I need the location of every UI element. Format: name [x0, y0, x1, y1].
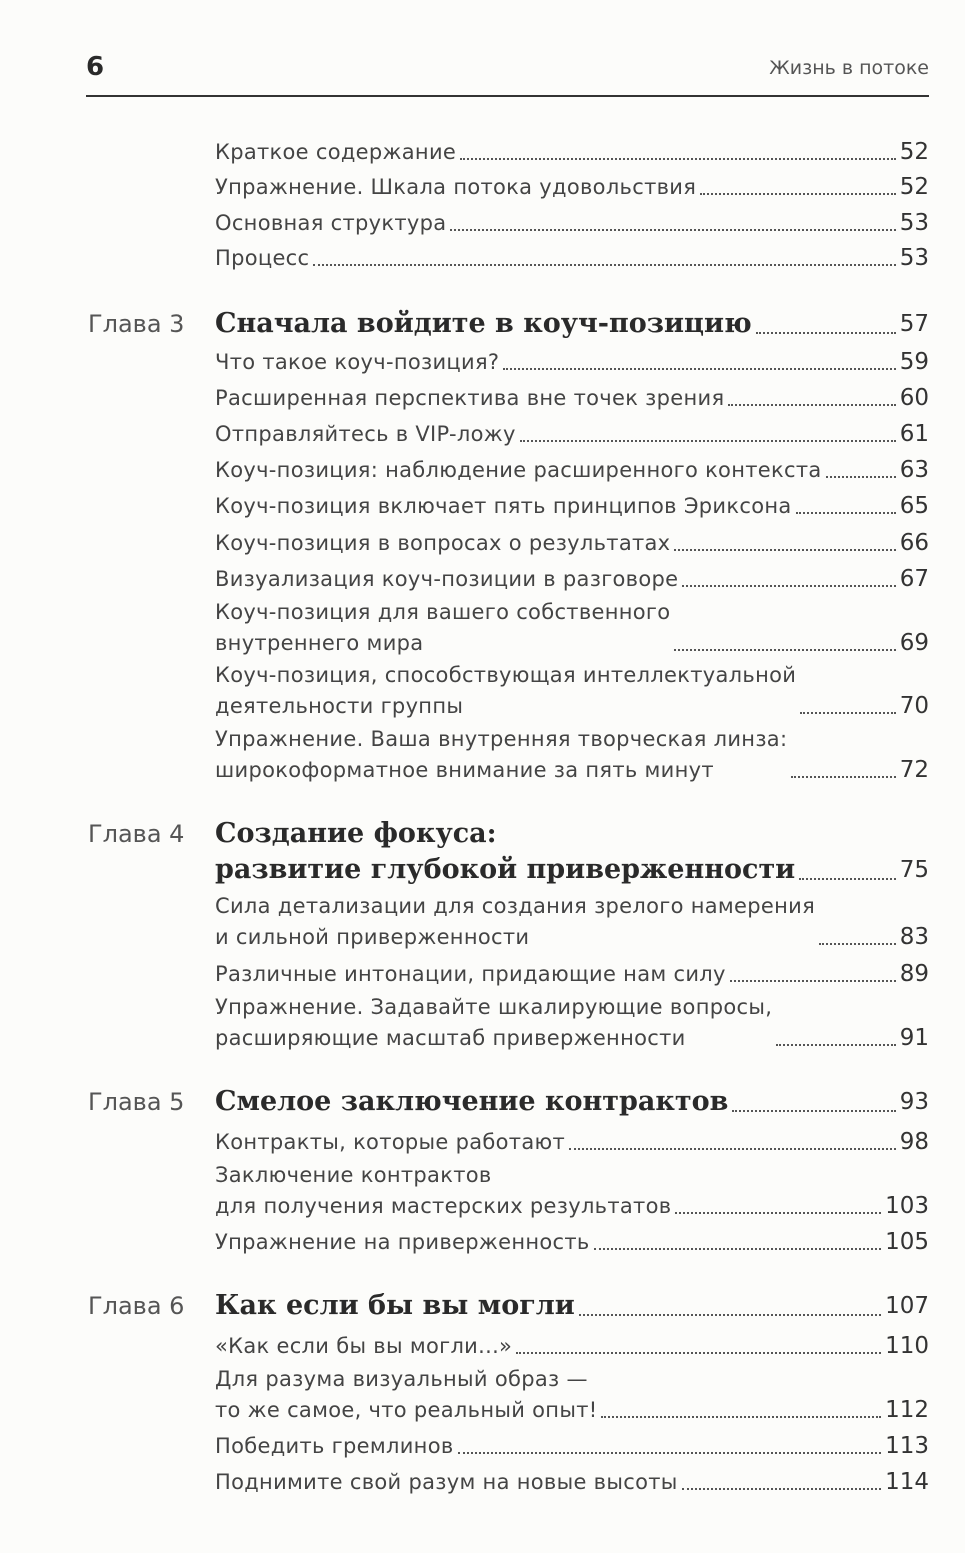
- entry-page-number: 75: [899, 857, 929, 883]
- entry-page-number: 107: [885, 1293, 929, 1319]
- entry-title-line: для получения мастерских результатов: [215, 1194, 672, 1218]
- dot-leader: [503, 368, 895, 370]
- entry-title-line: деятельности группы: [215, 694, 464, 718]
- entry-title-line: Упражнение. Ваша внутренняя творческая линза:: [215, 727, 788, 751]
- entry-page-number: 93: [899, 1089, 929, 1115]
- header-rule: [86, 95, 929, 97]
- entry-title-line: то же самое, что реальный опыт!: [215, 1398, 598, 1422]
- entry-title: [215, 660, 796, 722]
- entry-title-line: Коуч-позиция для вашего собственного: [215, 600, 671, 624]
- page-number: 6: [86, 52, 105, 82]
- dot-leader: [819, 943, 896, 945]
- entry-title-line: Отправляйтесь в VIP-ложу: [215, 422, 516, 446]
- chapter-entry: [215, 816, 929, 888]
- dot-leader: [675, 1212, 881, 1214]
- dot-leader: [460, 158, 896, 160]
- toc-entry: [215, 891, 929, 953]
- entry-title-line: Краткое содержание: [215, 140, 457, 164]
- toc-entry: [215, 491, 929, 522]
- entry-title-line: и сильной приверженности: [215, 925, 530, 949]
- entry-title: [215, 137, 456, 168]
- entry-page-number: 98: [899, 1129, 929, 1155]
- dot-leader: [313, 264, 895, 266]
- dot-leader: [450, 229, 895, 231]
- dot-leader: [674, 649, 895, 651]
- dot-leader: [458, 1452, 882, 1454]
- dot-leader: [594, 1248, 882, 1250]
- entry-page-number: 60: [899, 385, 929, 411]
- entry-title: [215, 1127, 565, 1158]
- entry-page-number: 91: [899, 1025, 929, 1051]
- dot-leader: [756, 332, 896, 334]
- entry-page-number: 59: [899, 349, 929, 375]
- entry-title-line: Смелое заключение контрактов: [215, 1086, 729, 1117]
- entry-title-line: Поднимите свой разум на новые высоты: [215, 1470, 678, 1494]
- toc-entry: [215, 1364, 929, 1426]
- entry-page-number: 110: [885, 1333, 929, 1359]
- entry-page-number: 67: [899, 566, 929, 592]
- entry-title: [215, 564, 678, 595]
- entry-title-line: Коуч-позиция: наблюдение расширенного контекста: [215, 458, 822, 482]
- entry-title-line: Заключение контрактов: [215, 1163, 492, 1187]
- entry-page-number: 66: [899, 530, 929, 556]
- entry-title: [215, 383, 724, 414]
- dot-leader: [700, 193, 896, 195]
- entry-page-number: 105: [885, 1229, 929, 1255]
- entry-title-line: широкоформатное внимание за пять минут: [215, 758, 714, 782]
- dot-leader: [569, 1148, 896, 1150]
- entry-page-number: 89: [899, 961, 929, 987]
- entry-page-number: 53: [899, 245, 929, 271]
- entry-title: [215, 419, 516, 450]
- dot-leader: [732, 1110, 895, 1112]
- entry-page-number: 112: [885, 1397, 929, 1423]
- chapter-label: Глава 4: [88, 820, 185, 848]
- toc-entry: [215, 1331, 929, 1362]
- entry-title: [215, 208, 446, 239]
- entry-title-line: Что такое коуч-позиция?: [215, 350, 500, 374]
- entry-title: [215, 1331, 512, 1362]
- toc-entry: [215, 528, 929, 559]
- entry-page-number: 53: [899, 210, 929, 236]
- entry-title: [215, 455, 822, 486]
- entry-page-number: 52: [899, 174, 929, 200]
- entry-page-number: 72: [899, 757, 929, 783]
- dot-leader: [682, 1488, 881, 1490]
- toc-entry: [215, 419, 929, 450]
- toc-entry: [215, 564, 929, 595]
- entry-title-line: Расширенная перспектива вне точек зрения: [215, 386, 725, 410]
- toc-entry: [215, 243, 929, 274]
- entry-title: [215, 1227, 590, 1258]
- entry-title-line: Как если бы вы могли: [215, 1290, 575, 1321]
- entry-title: [215, 243, 309, 274]
- entry-page-number: 63: [899, 457, 929, 483]
- dot-leader: [800, 712, 896, 714]
- dot-leader: [799, 878, 896, 880]
- entry-title: [215, 1160, 671, 1222]
- entry-title: [215, 816, 795, 888]
- toc-entry: [215, 383, 929, 414]
- entry-title-line: Коуч-позиция включает пять принципов Эриксона: [215, 494, 792, 518]
- toc-entry: [215, 1431, 929, 1462]
- entry-title-line: Упражнение. Шкала потока удовольствия: [215, 175, 697, 199]
- entry-title-line: Коуч-позиция, способствующая интеллектуальной: [215, 663, 797, 687]
- toc-entry: [215, 1127, 929, 1158]
- entry-title-line: Сначала войдите в коуч-позицию: [215, 308, 752, 339]
- toc-entry: [215, 137, 929, 168]
- entry-title: [215, 724, 787, 786]
- entry-title: [215, 306, 752, 342]
- entry-title: [215, 1084, 728, 1120]
- entry-title: [215, 597, 670, 659]
- entry-title-line: развитие глубокой приверженности: [215, 854, 796, 885]
- entry-title-line: Визуализация коуч-позиции в разговоре: [215, 567, 679, 591]
- entry-title-line: Процесс: [215, 246, 310, 270]
- entry-page-number: 70: [899, 693, 929, 719]
- dot-leader: [728, 404, 895, 406]
- entry-title-line: расширяющие масштаб приверженности: [215, 1026, 686, 1050]
- entry-title: [215, 891, 815, 953]
- entry-title: [215, 528, 670, 559]
- toc-entry: [215, 1227, 929, 1258]
- entry-page-number: 83: [899, 924, 929, 950]
- entry-title-line: Победить гремлинов: [215, 1434, 454, 1458]
- toc-entry: [215, 992, 929, 1054]
- dot-leader: [791, 776, 895, 778]
- chapter-label: Глава 3: [88, 310, 185, 338]
- entry-title-line: внутреннего мира: [215, 631, 424, 655]
- entry-page-number: 52: [899, 139, 929, 165]
- entry-page-number: 113: [885, 1433, 929, 1459]
- entry-page-number: 65: [899, 493, 929, 519]
- toc-entry: [215, 724, 929, 786]
- dot-leader: [826, 476, 896, 478]
- chapter-entry: [215, 1288, 929, 1324]
- toc-entry: [215, 597, 929, 659]
- dot-leader: [579, 1314, 881, 1316]
- entry-title: [215, 1288, 575, 1324]
- toc-entry: [215, 660, 929, 722]
- entry-title: [215, 491, 792, 522]
- toc-entry: [215, 959, 929, 990]
- dot-leader: [776, 1044, 896, 1046]
- entry-title-line: Основная структура: [215, 211, 447, 235]
- dot-leader: [520, 440, 896, 442]
- dot-leader: [730, 980, 896, 982]
- entry-title-line: Различные интонации, придающие нам силу: [215, 962, 726, 986]
- entry-title-line: Коуч-позиция в вопросах о результатах: [215, 531, 671, 555]
- dot-leader: [601, 1416, 881, 1418]
- dot-leader: [516, 1352, 881, 1354]
- entry-title-line: Упражнение на приверженность: [215, 1230, 590, 1254]
- dot-leader: [682, 585, 895, 587]
- dot-leader: [796, 512, 896, 514]
- chapter-label: Глава 5: [88, 1088, 185, 1116]
- entry-title: [215, 1364, 597, 1426]
- entry-title-line: Сила детализации для создания зрелого намерения: [215, 894, 816, 918]
- chapter-entry: [215, 1084, 929, 1120]
- toc-entry: [215, 208, 929, 239]
- running-head: Жизнь в потоке: [769, 57, 929, 79]
- entry-title: [215, 172, 696, 203]
- entry-title: [215, 1431, 454, 1462]
- toc-entry: [215, 455, 929, 486]
- chapter-entry: [215, 306, 929, 342]
- entry-title-line: Упражнение. Задавайте шкалирующие вопросы,: [215, 995, 773, 1019]
- toc-entry: [215, 1467, 929, 1498]
- toc-entry: [215, 347, 929, 378]
- toc-entry: [215, 1160, 929, 1222]
- entry-title-line: «Как если бы вы могли...»: [215, 1334, 513, 1358]
- entry-page-number: 103: [885, 1193, 929, 1219]
- entry-title-line: Для разума визуальный образ —: [215, 1367, 588, 1391]
- entry-title: [215, 992, 772, 1054]
- entry-page-number: 114: [885, 1469, 929, 1495]
- dot-leader: [674, 549, 895, 551]
- entry-page-number: 61: [899, 421, 929, 447]
- entry-title: [215, 959, 726, 990]
- entry-title: [215, 1467, 678, 1498]
- entry-title-line: Создание фокуса:: [215, 818, 497, 849]
- chapter-label: Глава 6: [88, 1292, 185, 1320]
- entry-title: [215, 347, 499, 378]
- entry-page-number: 57: [899, 311, 929, 337]
- entry-title-line: Контракты, которые работают: [215, 1130, 565, 1154]
- toc-entry: [215, 172, 929, 203]
- entry-page-number: 69: [899, 630, 929, 656]
